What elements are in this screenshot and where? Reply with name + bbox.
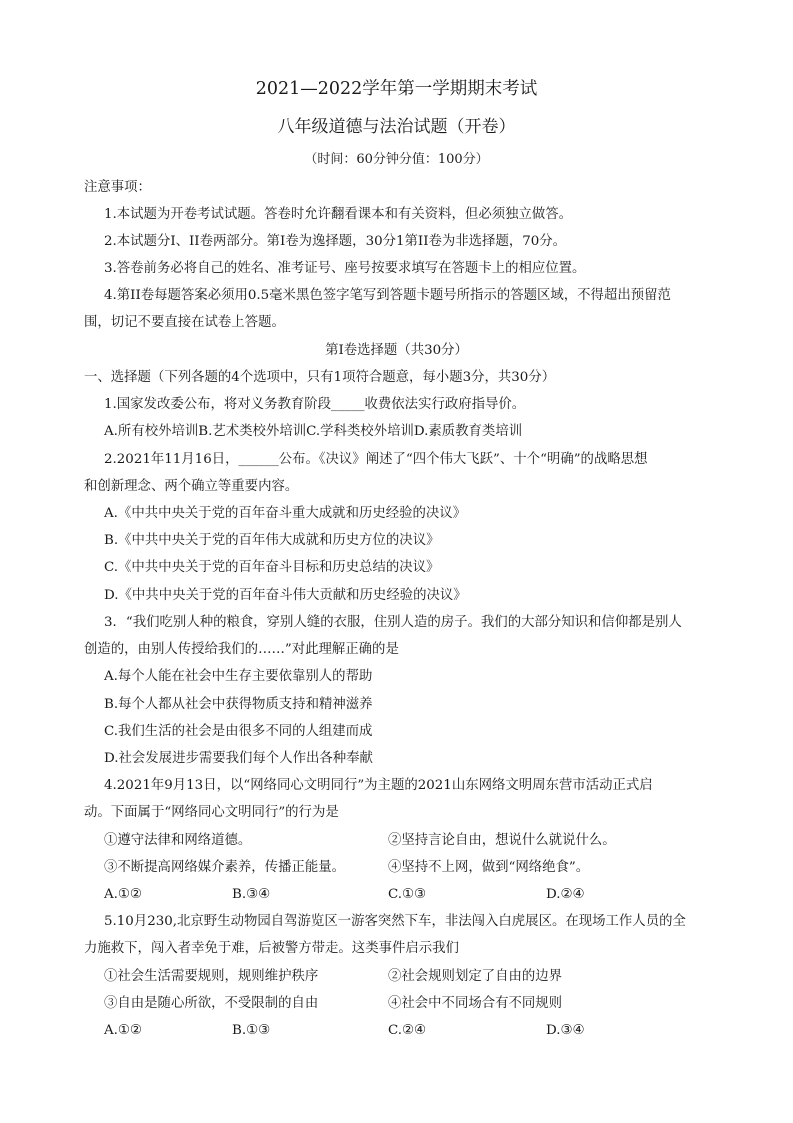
question-3-option-b: B.每个人都从社会中获得物质支持和精神滋养	[104, 697, 373, 712]
question-2-option-b: B.《中共中央关于党的百年伟大成就和历史方位的决议》	[104, 533, 440, 548]
question-5-item-1: ①社会生活需要规则，规则维护秩序	[104, 969, 319, 984]
question-4-stem: 4.2021年9月13日，以“网络同心文明同行”为主题的2021山东网络文明周东营市活动正式启	[104, 778, 653, 793]
question-3-option-d: D.社会发展进步需要我们每个人作出各种奉献	[104, 751, 373, 766]
notes-heading: 注意事项：	[84, 180, 151, 195]
question-3-option-c: C.我们生活的社会是由很多不同的人组建而成	[104, 724, 373, 739]
question-5-stem-continued: 力施救下，闯入者幸免于难，后被警方带走。这类事件启示我们	[84, 941, 459, 956]
question-3-option-a: A.每个人能在社会中生存主要依靠别人的帮助	[104, 669, 373, 684]
question-2-option-c: C.《中共中央关于党的百年奋斗目标和历史总结的决议》	[104, 560, 440, 575]
note-item-2: 2.本试题分I、II卷两部分。第I卷为逸择题，30分1第II卷为非选择题，70分。	[104, 234, 567, 249]
question-4-answer-c: C.①③	[388, 887, 427, 902]
time-and-score: （时间：60分钟分值：100分）	[304, 152, 489, 167]
question-3-stem-continued: 创造的，由别人传授给我们的……”对此理解正确的是	[84, 642, 399, 657]
question-5-answer-b: B.①③	[232, 1023, 271, 1038]
exam-subtitle: 八年级道德与法治试题（开卷）	[277, 117, 516, 137]
question-4-answer-d: D.②④	[546, 887, 585, 902]
question-3-stem: 3．“我们吃别人种的粮食，穿别人缝的衣服，住别人造的房子。我们的大部分知识和信仰都是别人	[104, 615, 682, 630]
question-4-answer-b: B.③④	[232, 887, 271, 902]
question-4-item-2: ②坚持言论自由，想说什么就说什么。	[388, 833, 616, 848]
question-1-options: A.所有校外培训B.艺术类校外培训C.学科类校外培训D.素质教育类培训	[104, 424, 523, 439]
question-5-answer-a: A.①②	[104, 1023, 142, 1038]
question-5-answer-d: D.③④	[546, 1023, 585, 1038]
question-2-option-a: A.《中共中央关于党的百年奋斗重大成就和历史经验的决议》	[104, 506, 467, 521]
question-4-stem-continued: 动。下面属于“网络同心文明同行”的行为是	[84, 805, 339, 820]
question-4-item-1: ①遵守法律和网络道德。	[104, 833, 252, 848]
question-2-stem-continued: 和创新理念、两个确立等重要内容。	[84, 479, 299, 494]
note-item-1: 1.本试题为开卷考试试题。答卷时允许翻看课本和有关资料，但必须独立做答。	[104, 207, 573, 222]
question-5-answer-c: C.②④	[388, 1023, 427, 1038]
note-item-3: 3.答卷前务必将自己的姓名、准考证号、座号按要求填写在答题卡上的相应位置。	[104, 261, 586, 276]
question-4-answer-a: A.①②	[104, 887, 142, 902]
question-1-stem: 1.国家发改委公布，将对义务教育阶段_____收费依法实行政府指导价。	[104, 397, 526, 412]
section-heading: 第I卷选择题（共30分）	[325, 343, 468, 358]
question-4-item-4: ④坚持不上网，做到“网络绝食”。	[388, 860, 590, 875]
question-5-item-2: ②社会规则划定了自由的边界	[388, 969, 563, 984]
question-4-item-3: ③不断提高网络媒介素养，传播正能量。	[104, 860, 346, 875]
question-2-option-d: D.《中共中央关于党的百年奋斗伟大贡献和历史经验的决议》	[104, 588, 467, 603]
note-item-4-continued: 围，切记不要直接在试卷上答题。	[84, 315, 285, 330]
question-5-item-4: ④社会中不同场合有不同规则	[388, 996, 563, 1011]
question-2-stem: 2.2021年11月16日，______公布。《决议》阐述了“四个伟大飞跃”、十个“明确”的战略思想	[104, 452, 648, 467]
exam-title: 2021—2022学年第一学期期末考试	[255, 79, 538, 99]
section-instruction: 一、选择题（下列各题的4个选项中，只有1项符合题意，每小题3分，共30分）	[84, 370, 556, 385]
note-item-4: 4.第II卷每题答案必须用0.5毫米黑色签字笔写到答题卡题号所指示的答题区域，不得超出预留范	[104, 288, 671, 303]
question-5-item-3: ③自由是随心所欲，不受限制的自由	[104, 996, 319, 1011]
question-5-stem: 5.10月230,北京野生动物园自驾游览区一游客突然下车，非法闯入白虎展区。在现场工作人员的全	[104, 914, 686, 929]
